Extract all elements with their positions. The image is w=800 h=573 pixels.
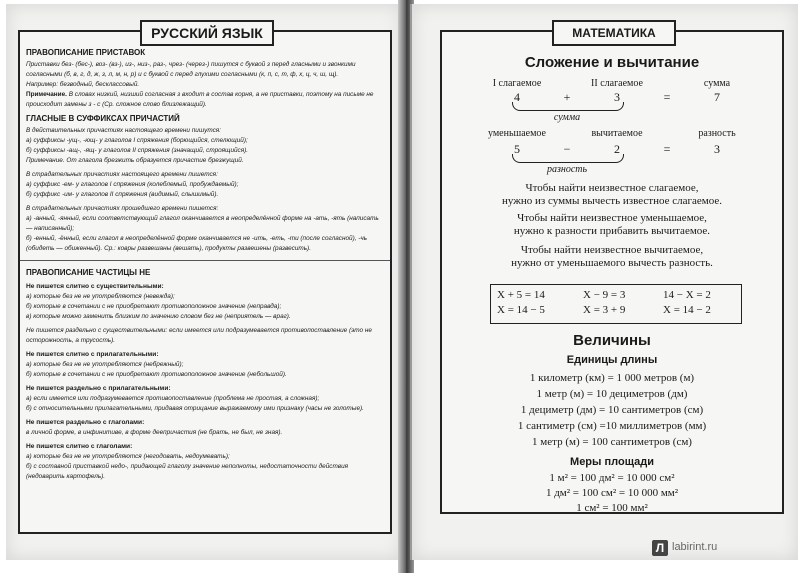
suffixes-line-2: а) суффиксы -ущ-, -ющ- у глаголов I спряжения (борющийся, стелющий);: [26, 137, 248, 144]
area-units-title: Меры площади: [570, 456, 654, 468]
length-line-4: 1 сантиметр (см) =10 миллиметров (мм): [517, 420, 707, 432]
math-tab: МАТЕМАТИКА: [552, 20, 676, 46]
particle-s4-a: а) если имеется или подразумевается противопоставление (проблема не простая, а сложная);: [26, 395, 320, 402]
suffixes-line-1: В действительных причастиях настоящего времени пишутся:: [26, 127, 221, 134]
difference-brace-label: разность: [546, 164, 588, 175]
prefixes-heading: ПРАВОПИСАНИЕ ПРИСТАВОК: [26, 48, 146, 57]
add-equals: =: [663, 90, 671, 104]
area-line-3: 1 см² = 100 мм²: [576, 502, 648, 514]
particle-s4-b: б) с относительными прилагательными, придавая отрицание выражаемому ими признаку (часы не золотые).: [26, 405, 364, 412]
sub-result: 3: [714, 142, 720, 156]
difference-brace: [512, 154, 624, 163]
length-line-5: 1 метр (м) = 100 сантиметров (см): [532, 436, 692, 448]
rule-3-line-a: Чтобы найти неизвестное вычитаемое,: [520, 244, 704, 256]
add-num-2: 3: [614, 90, 620, 104]
eq-3-line-2: X = 14 − 2: [663, 304, 711, 316]
length-units-title: Единицы длины: [566, 354, 658, 366]
prefixes-example: Например: безводный, бесклассовый.: [26, 81, 140, 88]
area-line-1: 1 м² = 100 дм² = 10 000 см²: [549, 472, 675, 484]
particle-s6-a: а) которые без не не употребляются (негодовать, недоумевать);: [26, 453, 230, 460]
subtrahend-label: вычитаемое: [591, 128, 643, 139]
math-frame: [440, 26, 784, 514]
particle-s5-a: в личной форме, в инфинитиве, в форме деепричастия (не брать, не был, не зная).: [26, 429, 283, 436]
particle-s1-c: в) которые можно заменить близким по значению словом без не (неприятель — враг).: [26, 313, 291, 320]
eq-2-line-1: X − 9 = 3: [583, 289, 626, 301]
add-plus: +: [563, 90, 571, 104]
add-result: 7: [714, 90, 720, 104]
particle-s1-b: б) которые в сочетании с не приобретают противоположное значение (неправда);: [26, 303, 282, 310]
sub-minus: −: [563, 142, 571, 156]
particle-s3-a: а) которые без не не употребляются (небрежный);: [26, 361, 184, 368]
suffixes-line-4: В страдательных причастиях настоящего времени пишется:: [26, 171, 218, 178]
suffixes-heading: ГЛАСНЫЕ В СУФФИКСАХ ПРИЧАСТИЙ: [26, 114, 180, 123]
particle-s6-heading: Не пишется слитно с глаголами:: [26, 443, 133, 450]
labirint-logo: Л: [652, 540, 668, 556]
difference-label: разность: [698, 128, 736, 139]
eq-3-line-1: 14 − X = 2: [663, 289, 711, 301]
eq-1-line-2: X = 14 − 5: [497, 304, 545, 316]
prefixes-note-label: Примечание.: [26, 91, 67, 98]
rule-2-line-a: Чтобы найти неизвестное уменьшаемое,: [517, 212, 707, 224]
labirint-watermark-text: labirint.ru: [672, 541, 718, 553]
eq-1-line-1: X + 5 = 14: [497, 289, 545, 301]
eq-2-line-2: X = 3 + 9: [583, 304, 626, 316]
particle-s2: Не пишется раздельно с существительными: если имеется или подразумевается противопоставление (это не осторожность, а трусость).: [26, 327, 372, 344]
suffixes-line-6: б) суффикс -им- у глаголов II спряжения (видимый, слышимый).: [26, 191, 219, 198]
suffixes-line-9: б) -енный, -ённый, если глагол в неопределённой форме оканчивается не -ить, -еть, -ти (после согласной), -чь (обидеть — обиженный). Ср.: ковры развешаны (вешать), продукты развешены (развесить).: [26, 235, 368, 252]
particle-s1-heading: Не пишется слитно с существительными:: [26, 283, 164, 290]
prefixes-note-text: В словах низкий, низший согласная з входит в состав корня, а не приставки, поэтому на письме не происходит замены з - с (Ср. сложное слово близлежащий).: [26, 91, 374, 108]
right-page: [410, 4, 798, 560]
sum-brace: [512, 102, 624, 111]
rule-2-line-b: нужно к разности прибавить вычитаемое.: [513, 225, 711, 237]
length-line-3: 1 дециметр (дм) = 10 сантиметров (см): [520, 404, 704, 416]
length-line-1: 1 километр (км) = 1 000 метров (м): [529, 372, 695, 384]
particle-s4-heading: Не пишется раздельно с прилагательными:: [26, 385, 171, 392]
particle-s3-b: б) которые в сочетании с не приобретают противоположное значение (небольшой).: [26, 371, 287, 378]
particle-s3-heading: Не пишется слитно с прилагательными:: [26, 351, 159, 358]
particle-s1-a: а) которые без не не употребляются (невежда);: [26, 293, 175, 300]
sub-equals: =: [663, 142, 671, 156]
rule-1-line-b: нужно из суммы вычесть известное слагаемое.: [502, 195, 722, 207]
minuend-label: уменьшаемое: [487, 128, 546, 139]
particle-s5-heading: Не пишется раздельно с глаголами:: [26, 419, 145, 426]
section-divider: [20, 260, 390, 261]
suffixes-line-5: а) суффикс -ем- у глаголов I спряжения (колеблемый, пробуждаемый);: [26, 181, 239, 188]
rule-1-line-a: Чтобы найти неизвестное слагаемое,: [525, 182, 699, 194]
prefixes-note: [26, 90, 382, 110]
russian-language-tab: РУССКИЙ ЯЗЫК: [140, 20, 274, 46]
particle-heading: ПРАВОПИСАНИЕ ЧАСТИЦЫ НЕ: [26, 268, 151, 277]
prefixes-rule: Приставки без- (бес-), воз- (вз-), из-, низ-, раз-, чрез- (через-) пишутся с буквой з перед гласными и звонкими согласными (б, в, г, д, ж, з, л, м, н, р) и с буквой с перед глухими согласными (к, п, с, т, ф, х, ц, ч, ш, щ).: [26, 61, 356, 78]
equations-box: [490, 284, 742, 324]
addend-2-label: II слагаемое: [591, 78, 643, 89]
suffixes-line-7: В страдательных причастиях прошедшего времени пишется:: [26, 205, 219, 212]
russian-language-frame: [18, 25, 392, 534]
sum-brace-label: сумма: [553, 112, 581, 123]
rule-3-line-b: нужно от уменьшаемого вычесть разность.: [511, 257, 713, 269]
addend-1-label: I слагаемое: [492, 78, 542, 89]
suffixes-line-8: а) -анный, -янный, если соответствующий глагол оканчивается в неопределённой форме на -ать, -ять (написать — написанный);: [26, 215, 379, 232]
sum-label: сумма: [703, 78, 731, 89]
addition-subtraction-title: Сложение и вычитание: [524, 54, 700, 71]
particle-s6-b: б) с составной приставкой недо-, придающей глаголу значение неполноты, недостаточности действия (недоварить картофель).: [26, 463, 349, 480]
length-line-2: 1 метр (м) = 10 дециметров (дм): [536, 388, 688, 400]
suffixes-line-3: б) суффиксы -ащ-, -ящ- у глаголов II спряжения (значащий, строящийся).: [26, 147, 249, 154]
sub-num-2: 2: [614, 142, 620, 156]
sub-num-1: 5: [514, 142, 520, 156]
add-num-1: 4: [514, 90, 520, 104]
area-line-2: 1 дм² = 100 см² = 10 000 мм²: [545, 487, 679, 499]
quantities-title: Величины: [573, 332, 651, 349]
suffixes-note: Примечание. От глагола брезжить образуется причастие брезжущий.: [26, 157, 244, 164]
left-page: [6, 4, 404, 560]
